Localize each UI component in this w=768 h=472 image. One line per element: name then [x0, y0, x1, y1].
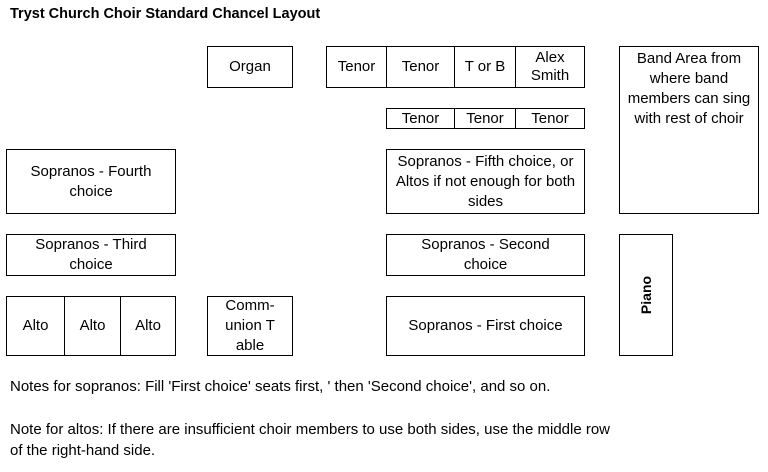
sopranos-third-choice	[6, 234, 176, 276]
section-label: Sopranos - Fifth choice, or Altos if not enough for both sides	[395, 152, 576, 210]
note-altos-line-1: Note for altos: If there are insufficient choir members to use both sides, use the middle row	[10, 421, 611, 438]
seat-alto-2	[64, 296, 121, 356]
seat-label: Tenor	[401, 58, 440, 75]
diagram-title: Tryst Church Choir Standard Chancel Layout	[10, 6, 321, 22]
sopranos-fifth-choice	[386, 149, 585, 214]
organ-label: Organ	[229, 58, 271, 75]
piano-label: Piano	[638, 275, 654, 315]
seat-label: Alto	[135, 317, 161, 334]
section-label: Sopranos - First choice	[408, 317, 563, 334]
seat-tenor-4	[454, 108, 516, 129]
section-label: Sopranos - Fourth choice	[30, 162, 152, 200]
section-label: Sopranos - Third choice	[35, 236, 147, 273]
organ-box	[207, 46, 293, 88]
seat-label: Tenor	[531, 109, 569, 127]
band-area-label: Band Area from where band members can sing with rest of choir	[627, 50, 751, 127]
seat-alex-smith	[515, 46, 585, 88]
seat-label: Alex Smith	[530, 49, 570, 84]
seat-tenor-5	[515, 108, 585, 129]
seat-tenor-1	[326, 46, 387, 88]
seat-tenor-or-bass	[454, 46, 516, 88]
seat-tenor-2	[386, 46, 455, 88]
sopranos-first-choice	[386, 296, 585, 356]
note-altos-line-2: of the right-hand side.	[10, 442, 156, 459]
sopranos-fourth-choice	[6, 149, 176, 214]
sopranos-second-choice	[386, 234, 585, 276]
seat-label: Tenor	[466, 109, 504, 127]
communion-table-box	[207, 296, 293, 356]
seat-alto-1	[6, 296, 65, 356]
seat-tenor-3	[386, 108, 455, 129]
section-label: Sopranos - Second choice	[421, 236, 550, 273]
seat-label: Alto	[79, 317, 106, 334]
communion-table-label: Comm-union Table	[225, 297, 275, 354]
note-sopranos: Notes for sopranos: Fill 'First choice' seats first, ' then 'Second choice', and so on.	[10, 378, 551, 395]
seat-alto-3	[120, 296, 176, 356]
seat-label: Alto	[22, 317, 49, 334]
seat-label: Tenor	[401, 109, 440, 127]
seat-label: Tenor	[337, 58, 376, 75]
band-area-box	[619, 46, 759, 214]
piano-box	[619, 234, 673, 356]
seat-label: T or B	[464, 58, 506, 75]
